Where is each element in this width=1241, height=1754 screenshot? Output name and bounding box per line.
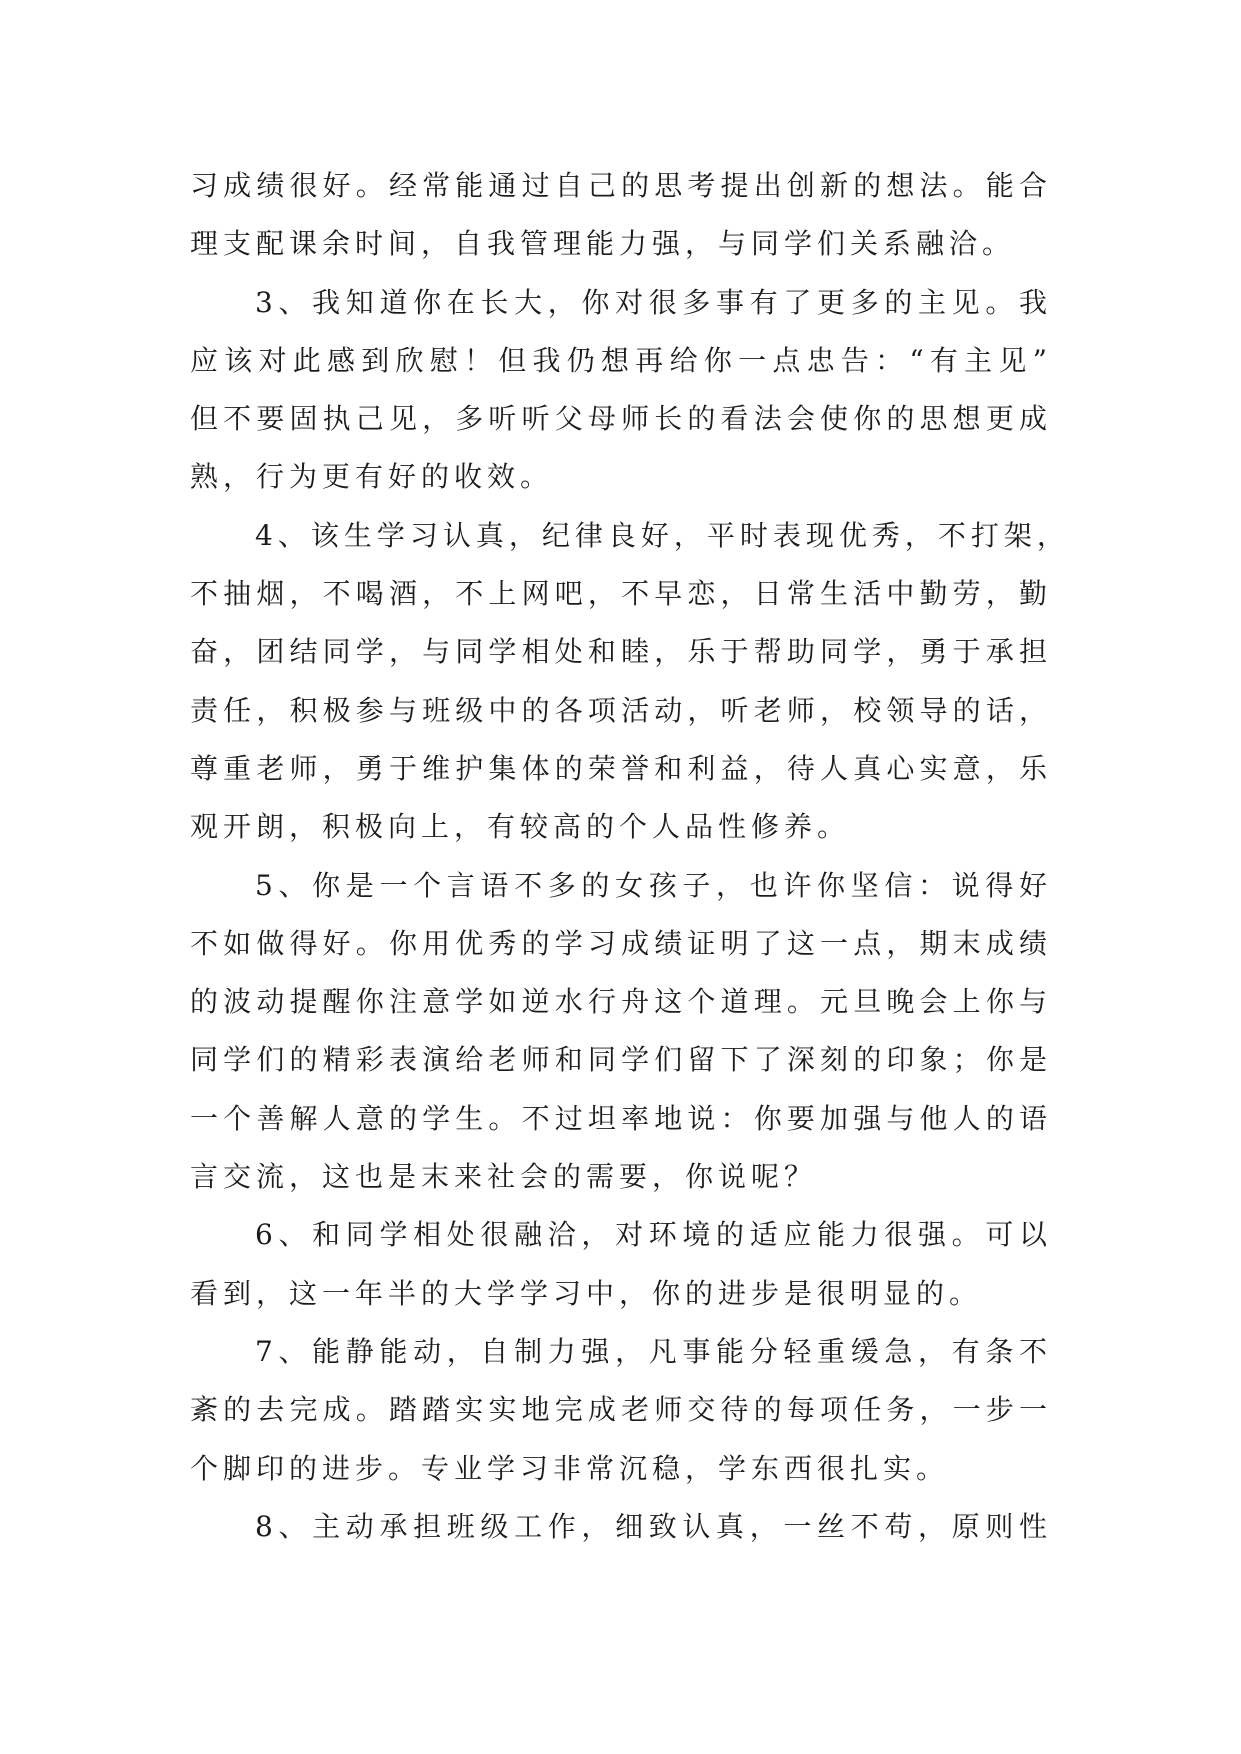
text-line: 习成绩很好。经常能通过自己的思考提出创新的想法。能合 <box>190 169 1052 202</box>
text-line: 个脚印的进步。专业学习非常沉稳，学东西很扎实。 <box>190 1451 950 1485</box>
text-line: 看到，这一年半的大学学习中，你的进步是很明显的。 <box>190 1276 983 1310</box>
text-line: 不如做得好。你用优秀的学习成绩证明了这一点，期末成绩 <box>190 926 1052 960</box>
text-line: 7、能静能动，自制力强，凡事能分轻重缓急，有条不 <box>255 1334 1052 1368</box>
text-line: 3、我知道你在长大，你对很多事有了更多的主见。我 <box>255 285 1052 319</box>
text-line: 同学们的精彩表演给老师和同学们留下了深刻的印象；你是 <box>190 1043 1052 1077</box>
paragraph-item-6 <box>190 1206 1052 1323</box>
text-line: 观开朗，积极向上，有较高的个人品性修养。 <box>190 810 851 844</box>
paragraph-continued <box>190 157 1052 274</box>
text-line: 6、和同学相处很融洽，对环境的适应能力很强。可以 <box>255 1218 1052 1252</box>
text-line: 一个善解人意的学生。不过坦率地说：你要加强与他人的语 <box>190 1101 1052 1135</box>
text-line: 8、主动承担班级工作，细致认真，一丝不苟，原则性 <box>255 1509 1052 1543</box>
text-line: 应该对此感到欣慰！但我仍想再给你一点忠告：“有主见” <box>190 343 1052 377</box>
text-line: 奋，团结同学，与同学相处和睦，乐于帮助同学，勇于承担 <box>190 635 1052 669</box>
paragraph-item-3 <box>190 274 1052 507</box>
paragraph-item-7 <box>190 1323 1052 1498</box>
text-line: 熟，行为更有好的收效。 <box>190 460 554 494</box>
text-line: 理支配课余时间，自我管理能力强，与同学们关系融洽。 <box>190 227 1016 261</box>
paragraph-item-5 <box>190 857 1052 1207</box>
text-line: 言交流，这也是末来社会的需要，你说呢？ <box>190 1160 818 1194</box>
text-line: 不抽烟，不喝酒，不上网吧，不早恋，日常生活中勤劳，勤 <box>190 577 1052 611</box>
document-body <box>190 157 1070 1556</box>
paragraph-item-8 <box>190 1498 1052 1556</box>
text-line: 尊重老师，勇于维护集体的荣誉和利益，待人真心实意，乐 <box>190 751 1052 785</box>
text-line: 的波动提醒你注意学如逆水行舟这个道理。元旦晚会上你与 <box>190 985 1052 1019</box>
text-line: 紊的去完成。踏踏实实地完成老师交待的每项任务，一步一 <box>190 1393 1052 1427</box>
text-line: 4、该生学习认真，纪律良好，平时表现优秀，不打架， <box>255 518 1070 552</box>
text-line: 5、你是一个言语不多的女孩子，也许你坚信：说得好 <box>255 868 1052 902</box>
text-line: 但不要固执己见，多听听父母师长的看法会使你的思想更成 <box>190 402 1052 436</box>
paragraph-item-4 <box>190 507 1070 857</box>
text-line: 责任，积极参与班级中的各项活动，听老师，校领导的话， <box>190 693 1052 727</box>
